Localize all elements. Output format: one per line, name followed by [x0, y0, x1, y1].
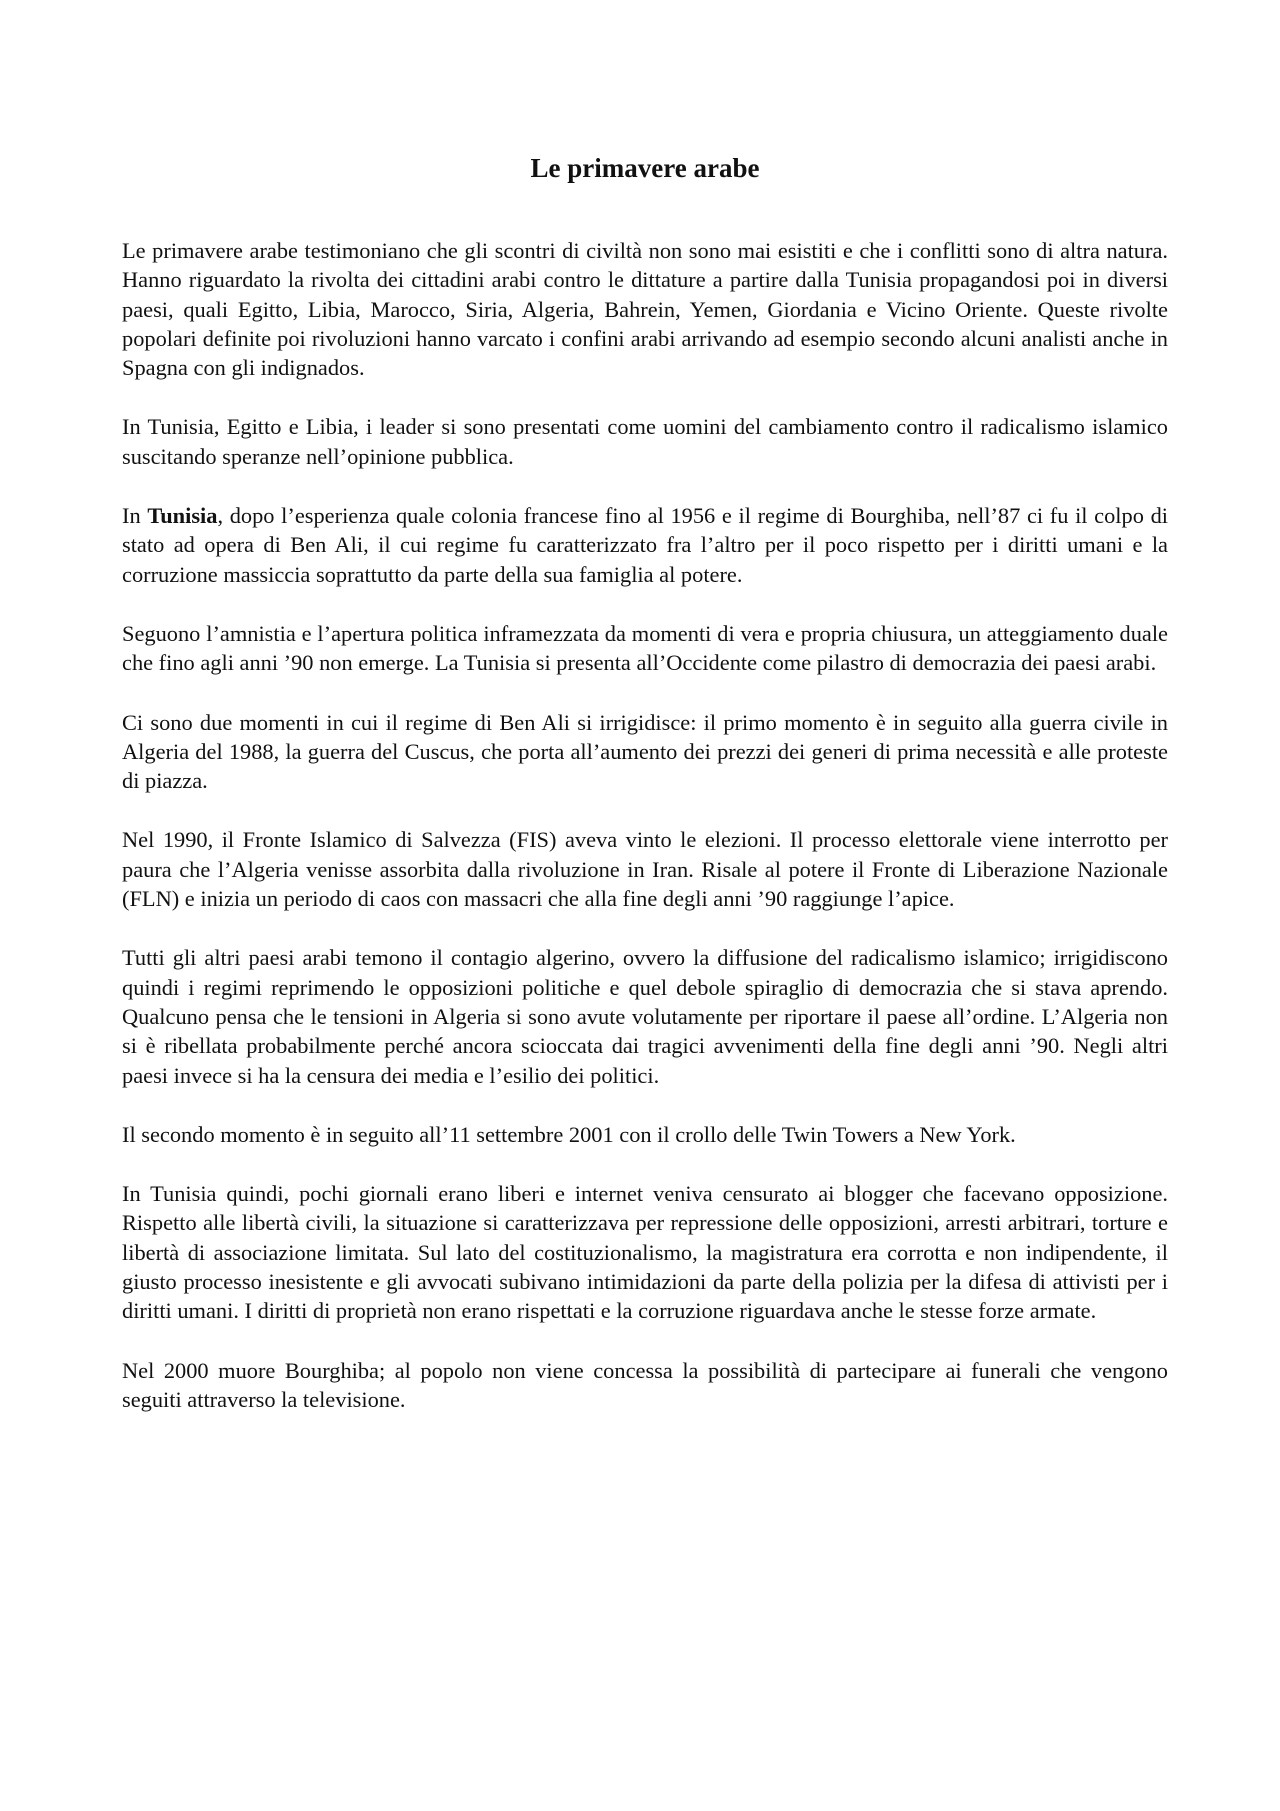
paragraph-1: Le primavere arabe testimoniano che gli scontri di civiltà non sono mai esistiti e che i conflitti sono di altra natura. Hanno riguardato la rivolta dei cittadini arabi contro le dittature a partire dalla Tunisia propagandosi poi in diversi paesi, quali Egitto, Libia, Marocco, Siria, Algeria, Bahrein, Yemen, Giordania e Vicino Oriente. Queste rivolte popolari definite poi rivoluzioni hanno varcato i confini arabi arrivando ad esempio secondo alcuni analisti anche in Spagna con gli indignados. [122, 238, 1168, 381]
paragraph-9: In Tunisia quindi, pochi giornali erano liberi e internet veniva censurato ai blogger che facevano opposizione. Rispetto alle libertà civili, la situazione si caratterizzava per repressione delle opposizioni, arresti arbitrari, torture e libertà di associazione limitata. Sul lato del costituzionalismo, la magistratura era corrotta e non indipendente, il giusto processo inesistente e gli avvocati subivano intimidazioni da parte della polizia per la difesa di attivisti per i diritti umani. I diritti di proprietà non erano rispettati e la corruzione riguardava anche le stesse forze armate. [122, 1181, 1168, 1324]
paragraph-2: In Tunisia, Egitto e Libia, i leader si sono presentati come uomini del cambiamento contro il radicalismo islamico suscitando speranze nell’opinione pubblica. [122, 414, 1168, 469]
paragraph-3-rest: , dopo l’esperienza quale colonia francese fino al 1956 e il regime di Bourghiba, nell’87 ci fu il colpo di stato ad opera di Ben Ali, il cui regime fu caratterizzato fra l’altro per il poco rispetto per i diritti umani e la corruzione massiccia soprattutto da parte della sua famiglia al potere. [122, 503, 1168, 587]
paragraph-3 [122, 501, 1168, 589]
document-page [122, 150, 1168, 1444]
paragraph-8: Il secondo momento è in seguito all’11 settembre 2001 con il crollo delle Twin Towers a New York. [122, 1121, 1016, 1147]
paragraph-4: Seguono l’amnistia e l’apertura politica inframezzata da momenti di vera e propria chiusura, un atteggiamento duale che fino agli anni ’90 non emerge. La Tunisia si presenta all’Occidente come pilastro di democrazia dei paesi arabi. [122, 620, 1168, 676]
paragraph-3-lead: In [122, 503, 148, 529]
paragraph-6: Nel 1990, il Fronte Islamico di Salvezza (FIS) aveva vinto le elezioni. Il processo elettorale viene interrotto per paura che l’Algeria venisse assorbita dalla rivoluzione in Iran. Risale al potere il Fronte di Liberazione Nazionale (FLN) e inizia un periodo di caos con massacri che alla fine degli anni ’90 raggiunge l’apice. [122, 827, 1168, 912]
paragraph-5: Ci sono due momenti in cui il regime di Ben Ali si irrigidisce: il primo momento è in seguito alla guerra civile in Algeria del 1988, la guerra del Cuscus, che porta all’aumento dei prezzi dei generi di prima necessità e alle proteste di piazza. [122, 709, 1168, 794]
paragraph-10: Nel 2000 muore Bourghiba; al popolo non viene concessa la possibilità di partecipare ai funerali che vengono seguiti attraverso la televisione. [122, 1357, 1168, 1412]
paragraph-7: Tutti gli altri paesi arabi temono il contagio algerino, ovvero la diffusione del radicalismo islamico; irrigidiscono quindi i regimi reprimendo le opposizioni politiche e quel debole spiraglio di democrazia che si stava aprendo. Qualcuno pensa che le tensioni in Algeria si sono avute volutamente per riportare il paese all’ordine. L’Algeria non si è ribellata probabilmente perché ancora scioccata dai tragici avvenimenti della fine degli anni ’90. Negli altri paesi invece si ha la censura dei media e l’esilio dei politici. [122, 945, 1168, 1088]
document-title: Le primavere arabe [530, 153, 760, 183]
paragraph-3-bold-term: Tunisia [147, 503, 218, 529]
